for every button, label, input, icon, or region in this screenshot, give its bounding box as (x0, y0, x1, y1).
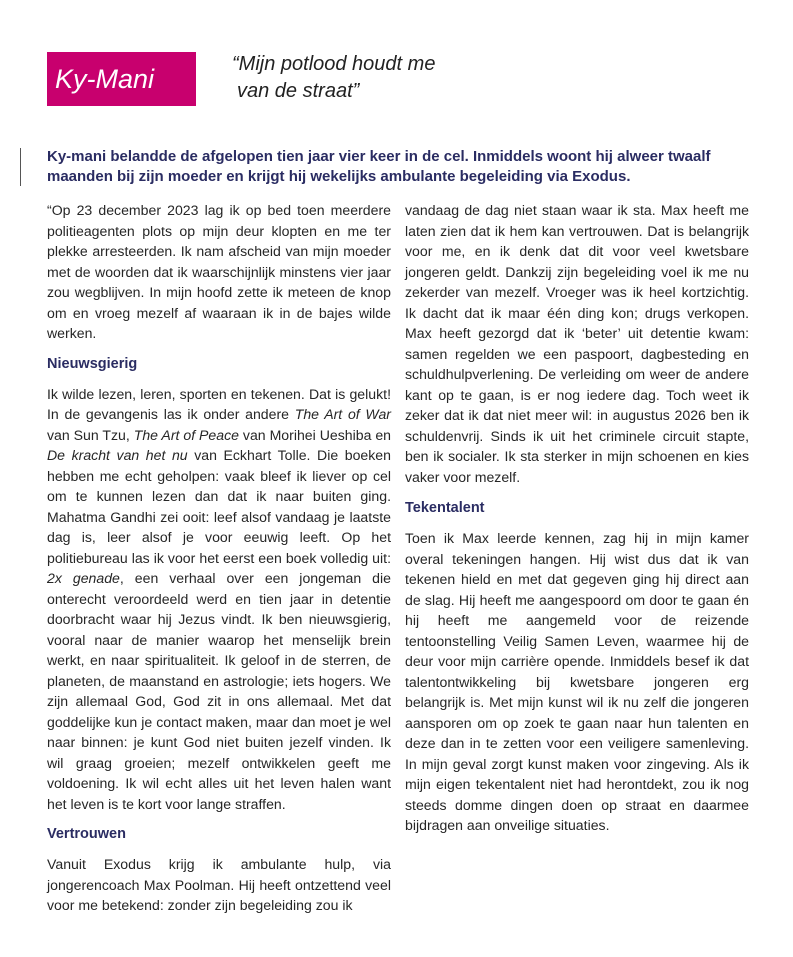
paragraph-vertrouwen-part1: Vanuit Exodus krijg ik ambulante hulp, via jongerencoach Max Poolman. Hij heeft ontzettend veel voor me betekend: zonder zijn begeleiding zou ik (47, 856, 391, 913)
intro-rule (20, 148, 21, 186)
quote-line-2: van de straat” (237, 80, 360, 102)
quote-line-1: “Mijn potlood houdt me (232, 53, 436, 75)
text-run: , een verhaal over een jongeman die onterecht veroordeeld werd en tien jaar in detentie doorbracht waar hij Jezus vindt. Ik ben nieuwsgierig, vooral naar de manier waarop het menselijk brein werkt, en naar spiritualiteit. Ik geloof in de sterren, de planeten, de maanstand en astrologie; iets hogers. We zijn allemaal God, God zit in ons allemaal. Met dat goddelijke kun je contact maken, maar dan moet je wel naar binnen: je kunt God niet buiten jezelf vinden. Ik wil graag groeien; mezelf ontwikkelen geeft me voldoening. Ik wil echt alles uit het leven halen want het leven is te kort voor lange straffen. (47, 570, 391, 812)
paragraph-tekentalent: Toen ik Max leerde kennen, zag hij in mijn kamer overal tekeningen hangen. Hij wist dus dat ik van tekenen hield en met dat gegeven ging hij direct aan de slag. Hij heeft me aangespoord om door te gaan én hij heeft me aangemeld voor de reizende tentoonstelling Veilig Samen Leven, waarmee hij de deur voor mijn carrière opende. Inmiddels besef ik dat talentontwikkeling bij kwetsbare jongeren erg belangrijk is. Met mijn kunst wil ik nu zelf die jongeren aansporen om op zoek te gaan naar hun talenten en deze dan in te zetten voor een veiligere samenleving. In mijn geval zorgt kunst maken voor zingeving. Als ik mijn eigen tekentalent niet had herontdekt, zou ik nog steeds domme dingen doen op straat en daarmee bijdragen aan onveilige situaties. (405, 530, 749, 833)
text-run: van Eckhart Tolle. Die boeken hebben me echt geholpen: vaak bleef ik liever op cel om te kunnen lezen dan dat ik naar buiten ging. Mahatma Gandhi zei ooit: leef alsof vandaag je laatste dag is, leer alsof je voor eeuwig leeft. Op het politiebureau las ik voor het eerst een boek volledig uit: (47, 447, 391, 566)
book-title-art-of-peace: The Art of Peace (133, 426, 239, 443)
paragraph-vertrouwen-part2: vandaag de dag niet staan waar ik sta. Max heeft me laten zien dat ik hem kan vertrouwen. Dat is belangrijk voor me, en ik denk dat dit voor veel kwetsbare jongeren geldt. Dankzij zijn begeleiding voel ik me nu zekerder van mezelf. Vroeger was ik heel kortzichtig. Ik dacht dat ik maar één ding kon; drugs verkopen. Max heeft gezorgd dat ik ‘beter’ uit detentie kwam: samen regelden we een paspoort, dagbesteding en schuldhulpverlening. De verleiding om weer de andere kant op te gaan, is er nog iedere dag. Toch weet ik zeker dat ik dat niet meer wil: in augustus 2026 ben ik schuldenvrij. Sinds ik uit het criminele circuit stapte, ben ik socialer. Ik sta sterker in mijn schoenen en kies vaker voor mezelf. (405, 202, 749, 485)
paragraph-opening: “Op 23 december 2023 lag ik op bed toen meerdere politieagenten plots op mijn deur klopten en me ter plekke arresteerden. Ik nam afscheid van mijn moeder met de woorden dat ik waarschijnlijk minstens vier jaar zou wegblijven. In mijn hoofd zette ik meteen de knop om en vroeg mezelf af waaraan ik in de bajes wilde werken. (47, 202, 391, 341)
book-title-2x-genade: 2x genade (47, 570, 120, 586)
column-right (405, 200, 749, 836)
name-label: Ky-Mani (47, 52, 196, 106)
heading-nieuwsgierig: Nieuwsgierig (47, 355, 138, 372)
heading-tekentalent: Tekentalent (405, 500, 485, 516)
book-title-kracht-van-het-nu: De kracht van het nu (47, 447, 188, 463)
paragraph-nieuwsgierig (47, 384, 391, 815)
text-run: Ik wilde lezen, leren, sporten en tekenen. Dat is gelukt! In de gevangenis las ik onder andere (47, 385, 391, 422)
book-title-art-of-war: The Art of War (294, 406, 391, 422)
text-run: van Sun Tzu, (47, 426, 134, 443)
pull-quote (232, 51, 572, 105)
intro-lead: Ky-mani belandde de afgelopen tien jaar vier keer in de cel. Inmiddels woont hij alweer twaalf maanden bij zijn moeder en krijgt hij wekelijks ambulante begeleiding via Exodus. (47, 148, 711, 185)
text-run: van Morihei Ueshiba en (239, 426, 392, 443)
column-left (47, 200, 391, 916)
heading-vertrouwen: Vertrouwen (47, 826, 126, 842)
